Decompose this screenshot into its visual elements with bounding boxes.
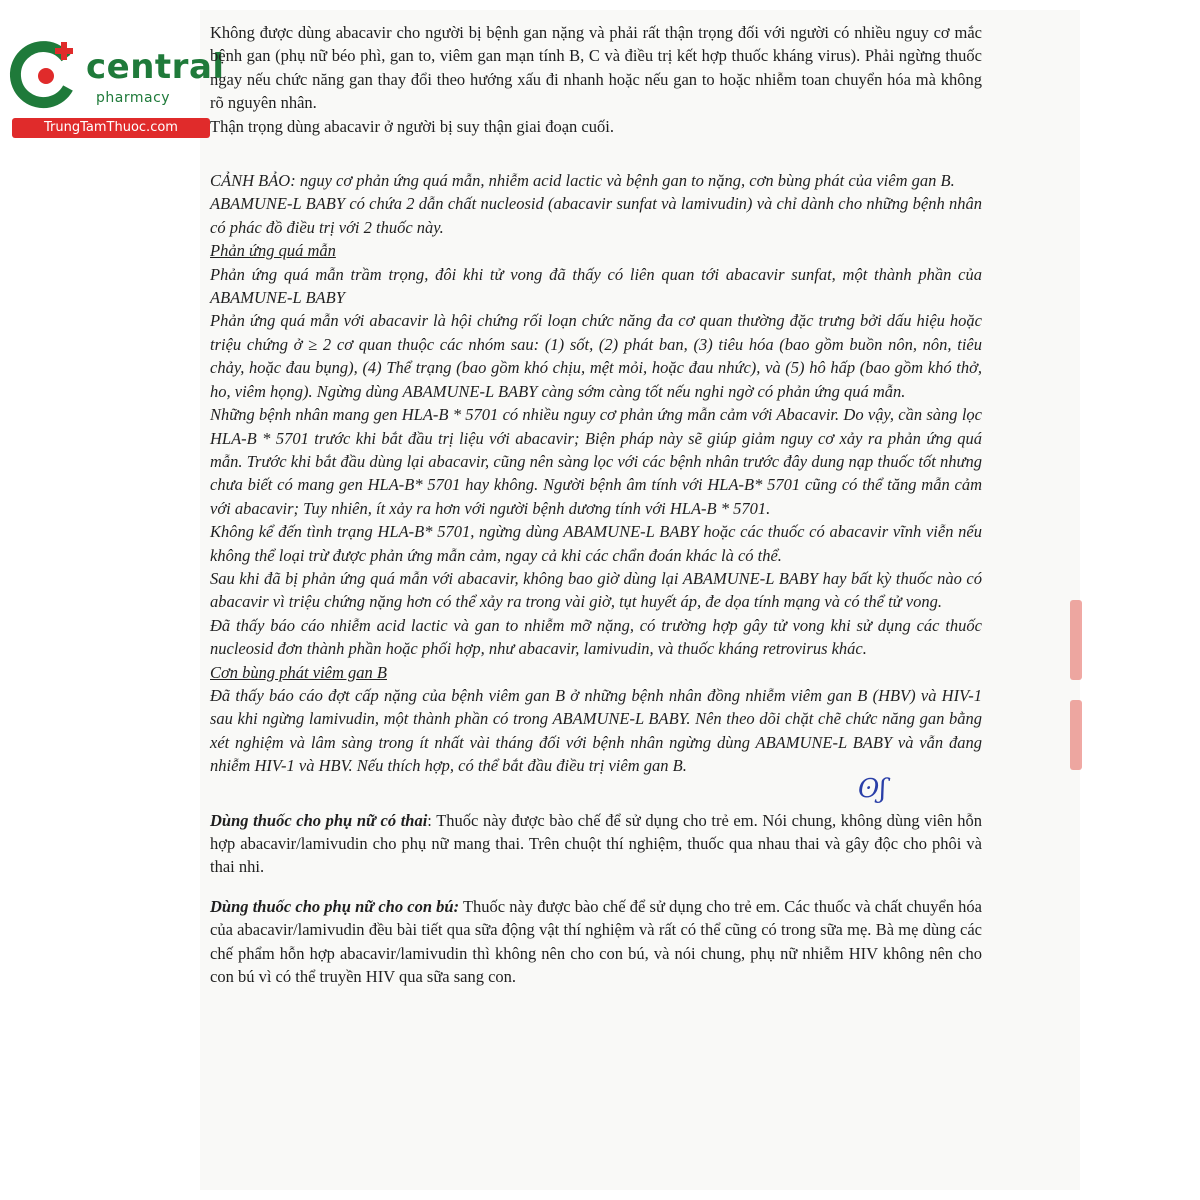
- brand-name: central: [86, 47, 225, 87]
- paragraph-composition: ABAMUNE-L BABY có chứa 2 dẫn chất nucleosid (abacavir sunfat và lamivudin) và chỉ dành cho những bệnh nhân có phác đồ điều trị với 2 thuốc này.: [210, 194, 982, 237]
- paragraph-liver-contraindication: Không được dùng abacavir cho người bị bệnh gan nặng và phải rất thận trọng đối với người có nhiều nguy cơ mắc bệnh gan (phụ nữ béo phì, gan to, viêm gan mạn tính B, C và điều trị kết hợp thuốc kháng virus). Phải ngừng thuốc ngay nếu chức năng gan thay đổi theo hướng xấu đi nhanh hoặc nếu gan to hoặc nhiễm toan chuyển hóa mà không rõ nguyên nhân.: [210, 23, 982, 113]
- pharmacy-cross-icon: [8, 36, 88, 116]
- pregnancy-text: : Thuốc này được bào chế để sử dụng cho trẻ em. Nói chung, không dùng viên hỗn hợp abacavir/lamivudin cho phụ nữ mang thai. Trên chuột thí nghiệm, thuốc qua nhau thai và gây độc cho phôi và thai nhi.: [210, 810, 982, 877]
- warning-section: [210, 169, 982, 778]
- document-text: [210, 21, 982, 988]
- paragraph-pregnancy: [210, 809, 982, 879]
- central-pharmacy-logo[interactable]: [8, 32, 225, 142]
- brand-sub: pharmacy: [96, 90, 171, 106]
- handwritten-initials: ⁠ʘʃ: [858, 774, 887, 804]
- stamp-mark-lower: [1070, 700, 1082, 770]
- heading-hepatitis-flare: Cơn bùng phát viêm gan B: [210, 662, 387, 682]
- paragraph-no-rechallenge: Sau khi đã bị phản ứng quá mẫn với abacavir, không bao giờ dùng lại ABAMUNE-L BABY hay bất kỳ thuốc nào có abacavir vì triệu chứng nặng hơn có thể xảy ra trong vài giờ, tụt huyết áp, đe dọa tính mạng và có thể tử vong.: [210, 568, 982, 612]
- paragraph-hla-screening: Những bệnh nhân mang gen HLA-B * 5701 có nhiều nguy cơ phản ứng mẫn cảm với Abacavir. Do vậy, cần sàng lọc HLA-B * 5701 trước khi bắt đầu trị liệu với abacavir; Biện pháp này sẽ giúp giảm nguy cơ xảy ra phản ứng quá mẫn. Trước khi bắt đầu dùng lại abacavir, cũng nên sàng lọc với các bệnh nhân trước đây dung nạp thuốc tốt nhưng chưa biết có mang gen HLA-B* 5701 hay không. Người bệnh âm tính với HLA-B* 5701 cũng có thể tăng mẫn cảm với abacavir; Tuy nhiên, ít xảy ra hơn với người bệnh dương tính với HLA-B * 5701.: [210, 405, 982, 518]
- lactation-label: Dùng thuốc cho phụ nữ cho con bú:: [210, 896, 460, 916]
- paragraph-renal-caution: Thận trọng dùng abacavir ở người bị suy thận giai đoạn cuối.: [210, 116, 614, 136]
- paragraph-lactic-acidosis: Đã thấy báo cáo nhiễm acid lactic và gan to nhiễm mỡ nặng, có trường hợp gây tử vong khi sử dụng các thuốc nucleosid đơn thành phần hoặc phối hợp, như abacavir, lamivudin, và thuốc kháng retrovirus khác.: [210, 615, 982, 659]
- heading-hypersensitivity: Phản ứng quá mẫn: [210, 241, 336, 261]
- stamp-mark-upper: [1070, 600, 1082, 680]
- pregnancy-label: Dùng thuốc cho phụ nữ có thai: [210, 810, 428, 830]
- paragraph-hypersensitivity-severe: Phản ứng quá mẫn trầm trọng, đôi khi tử vong đã thấy có liên quan tới abacavir sunfat, một thành phần của ABAMUNE-L BABY: [210, 264, 982, 308]
- paragraph-hla-discontinue: Không kể đến tình trạng HLA-B* 5701, ngừng dùng ABAMUNE-L BABY hoặc các thuốc có abacavir vĩnh viễn nếu không thể loại trừ được phản ứng mẫn cảm, ngay cả khi các chẩn đoán khác là có thể.: [210, 522, 982, 565]
- paragraph-hepatitis-flare: Đã thấy báo cáo đợt cấp nặng của bệnh viêm gan B ở những bệnh nhân đồng nhiễm viêm gan B (HBV) và HIV-1 sau khi ngừng lamivudin, một thành phần có trong ABAMUNE-L BABY. Nên theo dõi chặt chẽ chức năng gan bằng xét nghiệm và lâm sàng trong ít nhất vài tháng đối với bệnh nhân ngừng dùng ABAMUNE-L BABY và vẫn đang nhiễm HIV-1 và HBV. Nếu thích hợp, có thể bắt đầu điều trị viêm gan B.: [210, 685, 982, 776]
- paragraph-lactation: [210, 895, 982, 989]
- brand-site-link[interactable]: TrungTamThuoc.com: [12, 118, 210, 138]
- lactation-text: Thuốc này được bào chế để sử dụng cho trẻ em. Các thuốc và chất chuyển hóa của abacavir/lamivudin đều bài tiết qua sữa động vật thí nghiệm và rất có thể cũng có trong sữa mẹ. Bà mẹ dùng các chế phẩm hỗn hợp abacavir/lamivudin thì không nên cho con bú, và nói chung, phụ nữ nhiễm HIV không nên cho con bú vì có thể truyền HIV qua sữa sang con.: [210, 896, 982, 987]
- paragraph-warning-title: CẢNH BẢO: nguy cơ phản ứng quá mẫn, nhiễm acid lactic và bệnh gan to nặng, cơn bùng phát của viêm gan B.: [210, 171, 955, 191]
- paragraph-hypersensitivity-symptoms: Phản ứng quá mẫn với abacavir là hội chứng rối loạn chức năng đa cơ quan thường đặc trưng bởi dấu hiệu hoặc triệu chứng ở ≥ 2 cơ quan thuộc các nhóm sau: (1) sốt, (2) phát ban, (3) tiêu hóa (bao gồm buồn nôn, nôn, tiêu chảy, hoặc đau bụng), (4) Thể trạng (bao gồm khó chịu, mệt mỏi, hoặc đau nhức), và (5) hô hấp (bao gồm khó thở, ho, viêm họng). Ngừng dùng ABAMUNE-L BABY càng sớm càng tốt nếu nghi ngờ có phản ứng quá mẫn.: [210, 311, 982, 401]
